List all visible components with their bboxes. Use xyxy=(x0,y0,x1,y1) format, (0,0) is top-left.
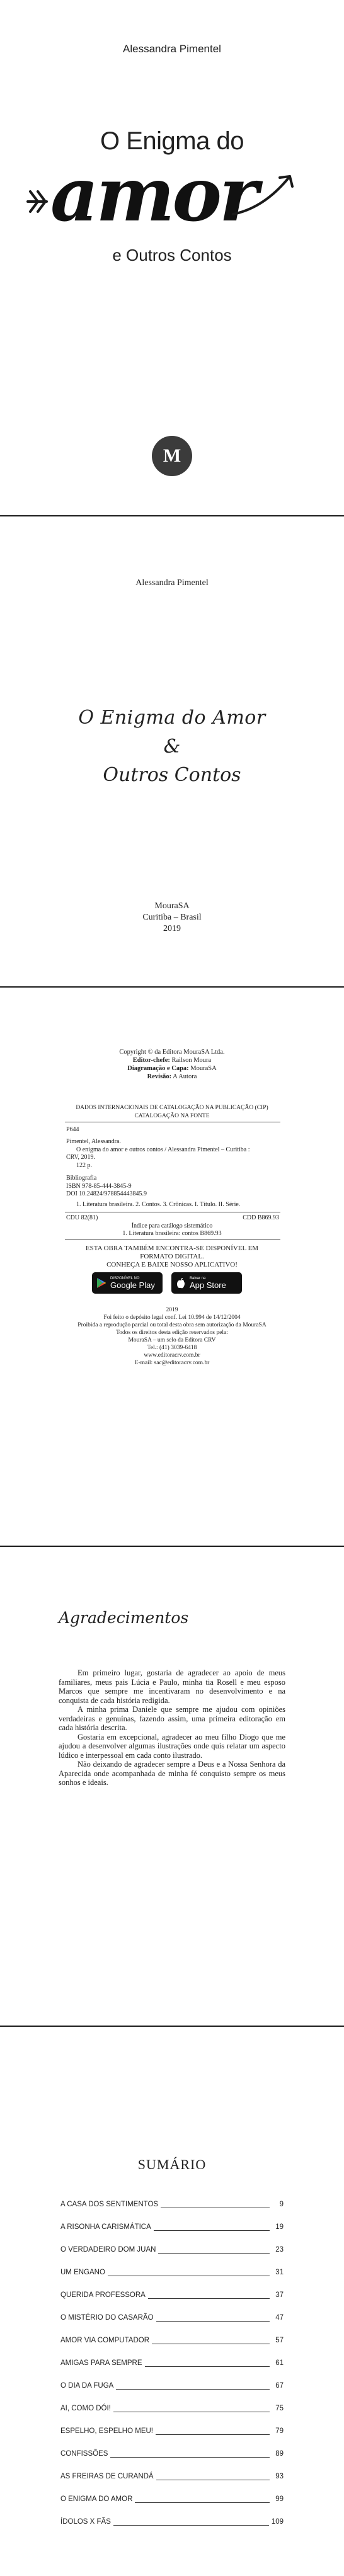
toc-page: 23 xyxy=(275,2246,284,2254)
google-play-big: Google Play xyxy=(110,1280,155,1290)
toc-title: A CASA DOS SENTIMENTOS xyxy=(60,2201,159,2208)
design-line xyxy=(0,1064,344,1073)
toc-page: 67 xyxy=(275,2382,284,2390)
toc-page: 57 xyxy=(275,2337,284,2344)
toc-entry[interactable] xyxy=(60,2269,284,2291)
app-store-badge[interactable] xyxy=(171,1272,242,1294)
toc-entry[interactable] xyxy=(60,2201,284,2223)
toc-leader xyxy=(135,2495,270,2503)
toc-title: AI, COMO DÓI! xyxy=(60,2405,111,2412)
legal-line-1: Foi feito o depósito legal conf. Lei 10.994 de 14/12/2004 xyxy=(103,1314,241,1321)
copyright-line: Copyright © da Editora MouraSA Ltda. xyxy=(119,1049,225,1056)
toc-page: 31 xyxy=(275,2269,284,2276)
acknowledgments-paragraph: Gostaria em excepcional, agradecer ao meu filho Diogo que me ajudou a desenvolver algumas ilustrações onde quis relatar um aspecto lúdico e interpessoal em cada conto ilustrado. xyxy=(59,1732,285,1760)
toc-leader xyxy=(161,2201,270,2208)
review-label: Revisão: xyxy=(147,1073,172,1080)
cip-code: P644 xyxy=(66,1126,79,1133)
toc-page: 109 xyxy=(271,2518,284,2526)
toc-leader xyxy=(116,2382,270,2390)
cover-page xyxy=(0,0,344,515)
app-line-3: CONHEÇA E BAIXE NOSSO APLICATIVO! xyxy=(106,1261,238,1268)
acknowledgments-paragraph: Não deixando de agradecer sempre a Deus e a Nossa Senhora da Aparecida onde acompanhada de minha fé conquisto sempre os meus sonhos e ideais. xyxy=(59,1760,285,1787)
store-badges xyxy=(92,1272,242,1294)
toc-page: 99 xyxy=(275,2495,284,2503)
editor-value: Railson Moura xyxy=(171,1057,212,1064)
toc-leader xyxy=(154,2223,270,2231)
toc-leader xyxy=(110,2450,270,2458)
toc-title: ÍDOLOS X FÃS xyxy=(60,2518,111,2526)
cip-entry-1: Pimentel, Alessandra. xyxy=(66,1138,121,1145)
toc-entry[interactable] xyxy=(60,2518,284,2541)
toc-entry[interactable] xyxy=(60,2223,284,2246)
toc-entry[interactable] xyxy=(60,2473,284,2495)
google-play-icon xyxy=(96,1277,107,1289)
toc-entry[interactable] xyxy=(60,2291,284,2314)
cip-heading-2: CATALOGAÇÃO NA FONTE xyxy=(134,1113,210,1119)
design-value: MouraSA xyxy=(190,1065,217,1072)
review-line xyxy=(0,1073,344,1081)
toc-page: 37 xyxy=(275,2291,284,2299)
acknowledgments-heading: Agradecimentos xyxy=(59,1609,189,1627)
toc-leader xyxy=(152,2337,270,2344)
legal-line-7: E-mail: sac@editoracrv.com.br xyxy=(134,1360,210,1366)
cover-author: Alessandra Pimentel xyxy=(123,43,221,55)
toc-entry[interactable] xyxy=(60,2495,284,2518)
toc-title: O ENIGMA DO AMOR xyxy=(60,2495,133,2503)
toc-leader xyxy=(156,2314,270,2322)
toc-page: 79 xyxy=(275,2427,284,2435)
legal-line-3: Todos os direitos desta edição reservados pela: xyxy=(116,1330,228,1336)
toc-entry[interactable] xyxy=(60,2337,284,2359)
toc-entry[interactable] xyxy=(60,2314,284,2337)
app-line-1: ESTA OBRA TAMBÉM ENCONTRA-SE DISPONÍVEL EM xyxy=(85,1245,259,1252)
toc-leader xyxy=(145,2359,270,2367)
table-of-contents xyxy=(60,2201,284,2541)
summary-heading: SUMÁRIO xyxy=(137,2157,207,2172)
cover-title-top: O Enigma do xyxy=(100,127,244,155)
cip-subjects: 1. Literatura brasileira. 2. Contos. 3. Crônicas. I. Título. II. Série. xyxy=(76,1201,241,1208)
amor-script-title xyxy=(25,151,319,246)
cip-entry-4: 122 p. xyxy=(76,1161,92,1169)
cdu-row xyxy=(66,1214,279,1222)
toc-title: QUERIDA PROFESSORA xyxy=(60,2291,146,2299)
cip-entry-2: O enigma do amor e outros contos / Alessandra Pimentel – Curitiba : xyxy=(76,1146,250,1153)
toc-title: CONFISSÕES xyxy=(60,2450,108,2458)
cdu-value: CDU 82(81) xyxy=(66,1214,98,1221)
toc-leader xyxy=(108,2269,270,2276)
toc-page: 93 xyxy=(275,2473,284,2480)
toc-entry[interactable] xyxy=(60,2382,284,2405)
acknowledgments-paragraph: A minha prima Daniele que sempre me ajudou com opiniões verdadeiras e genuínas, fazendo assim, uma primeira editoração em cada história descrita. xyxy=(59,1705,285,1732)
toc-title: AMIGAS PARA SEMPRE xyxy=(60,2359,142,2367)
cdd-value: CDD B869.93 xyxy=(243,1214,279,1221)
toc-leader xyxy=(148,2291,270,2299)
toc-page: 89 xyxy=(275,2450,284,2458)
toc-leader xyxy=(158,2246,270,2254)
summary-page xyxy=(0,2027,344,2576)
google-play-small: DISPONÍVEL NO xyxy=(110,1276,140,1280)
toc-entry[interactable] xyxy=(60,2246,284,2269)
toc-page: 19 xyxy=(275,2223,284,2231)
title-line-3: Outros Contos xyxy=(103,764,241,786)
acknowledgments-page xyxy=(0,1547,344,2026)
arrow-tail-icon xyxy=(28,191,47,212)
acknowledgments-paragraph: Em primeiro lugar, gostaria de agradecer ao apoio de meus familiares, meus pais Lúcia e Paulo, minha tia Rosell e meu esposo Marcos que sempre me incentivaram no desenvolvimento e na conquista de cada história redigida. xyxy=(59,1668,285,1705)
toc-page: 75 xyxy=(275,2405,284,2412)
cip-biblio-block xyxy=(66,1175,279,1199)
legal-line-6: www.editoracrv.com.br xyxy=(144,1352,200,1359)
editor-label: Editor-chefe: xyxy=(132,1057,170,1064)
credits-block xyxy=(0,1048,344,1081)
legal-line-4: MouraSA – um selo da Editora CRV xyxy=(128,1337,216,1343)
cip-biblio: Bibliografia xyxy=(66,1175,97,1182)
editor-line xyxy=(0,1056,344,1064)
toc-title: ESPELHO, ESPELHO MEU! xyxy=(60,2427,153,2435)
app-store-small: Baixar na xyxy=(190,1276,206,1280)
toc-title: AMOR VIA COMPUTADOR xyxy=(60,2337,149,2344)
apple-icon xyxy=(175,1277,186,1289)
cip-isbn: ISBN 978-85-444-3845-9 xyxy=(66,1182,132,1190)
toc-entry[interactable] xyxy=(60,2427,284,2450)
copyright-page xyxy=(0,988,344,1546)
publisher-name: MouraSA xyxy=(154,901,190,911)
design-label: Diagramação e Capa: xyxy=(127,1065,189,1072)
legal-line-2: Proibida a reprodução parcial ou total desta obra sem autorização da MouraSA xyxy=(77,1322,267,1328)
publisher-block xyxy=(0,901,344,935)
title-author: Alessandra Pimentel xyxy=(135,578,209,588)
app-line-2: FORMATO DIGITAL. xyxy=(140,1253,204,1260)
legal-line-5: Tel.: (41) 3039-6418 xyxy=(147,1345,197,1351)
toc-title: UM ENGANO xyxy=(60,2269,105,2276)
toc-title: AS FREIRAS DE CURANDÁ xyxy=(60,2473,154,2480)
cip-heading xyxy=(0,1104,344,1120)
index-block xyxy=(0,1222,344,1238)
toc-entry[interactable] xyxy=(60,2450,284,2473)
toc-entry[interactable] xyxy=(60,2359,284,2382)
cover-title-bottom: e Outros Contos xyxy=(112,246,232,265)
toc-leader xyxy=(156,2473,270,2480)
index-line-1: Índice para catálogo sistemático xyxy=(131,1222,213,1229)
amor-script-word: amor xyxy=(50,151,256,238)
toc-entry[interactable] xyxy=(60,2405,284,2427)
app-availability xyxy=(0,1245,344,1269)
cip-entry-3: CRV, 2019. xyxy=(66,1154,95,1161)
toc-title: O MISTÉRIO DO CASARÃO xyxy=(60,2314,154,2322)
title-page xyxy=(0,516,344,986)
publisher-year: 2019 xyxy=(163,924,181,933)
cip-heading-1: DADOS INTERNACIONAIS DE CATALOGAÇÃO NA PUBLICAÇÃO (CIP) xyxy=(76,1105,268,1111)
legal-year: 2019 xyxy=(166,1307,178,1313)
toc-title: O DIA DA FUGA xyxy=(60,2382,114,2390)
toc-page: 9 xyxy=(279,2201,284,2208)
google-play-badge[interactable] xyxy=(92,1272,163,1294)
cip-entry xyxy=(66,1138,279,1170)
review-value: A Autora xyxy=(173,1073,197,1080)
toc-page: 47 xyxy=(275,2314,284,2322)
title-line-1: O Enigma do Amor xyxy=(78,707,266,729)
toc-leader xyxy=(156,2427,270,2435)
toc-leader xyxy=(113,2405,270,2412)
acknowledgments-body xyxy=(59,1668,285,1787)
toc-leader xyxy=(113,2518,269,2526)
toc-title: O VERDADEIRO DOM JUAN xyxy=(60,2246,156,2254)
legal-block xyxy=(0,1306,344,1367)
index-line-2: 1. Literatura brasileira: contos B869.93 xyxy=(122,1230,222,1237)
title-line-2: & xyxy=(163,736,181,758)
publisher-logo: M xyxy=(152,436,192,476)
app-store-big: App Store xyxy=(190,1280,226,1290)
toc-title: A RISONHA CARISMÁTICA xyxy=(60,2223,151,2231)
cip-doi: DOI 10.24824/978854443845.9 xyxy=(66,1190,147,1197)
toc-page: 61 xyxy=(275,2359,284,2367)
publisher-city: Curitiba – Brasil xyxy=(142,913,202,922)
